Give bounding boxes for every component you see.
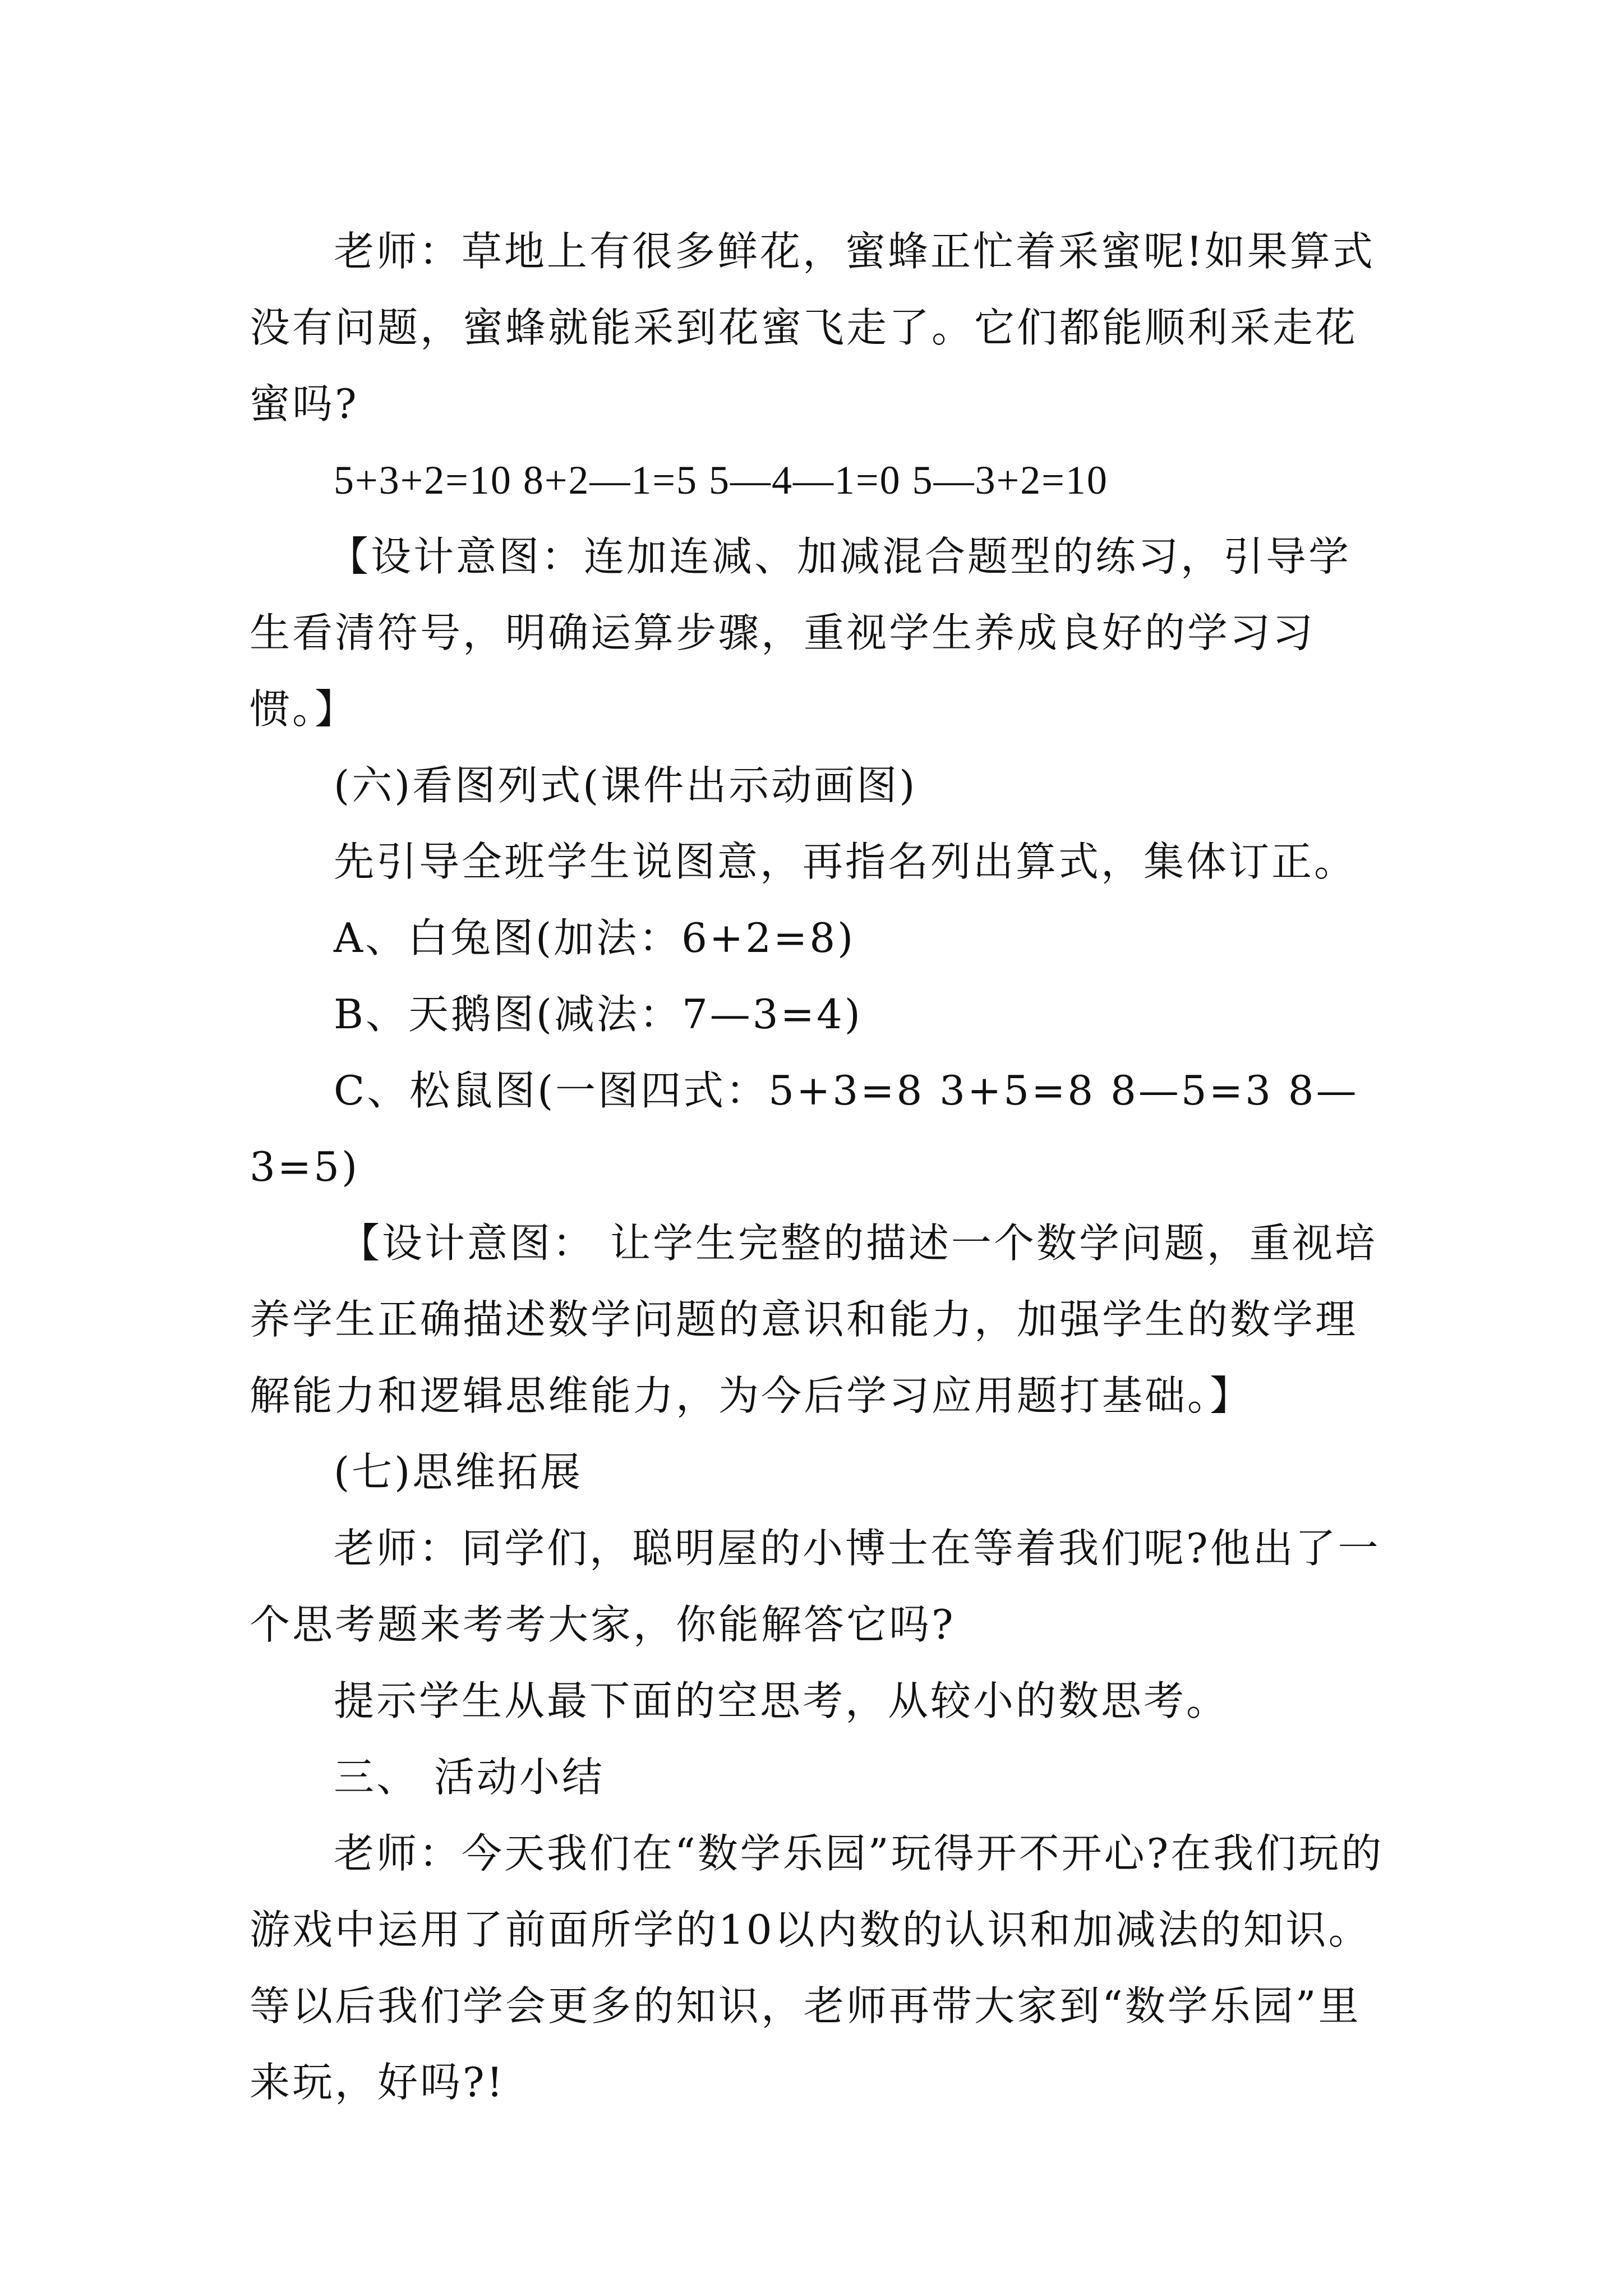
paragraph-design-intent-1: 【设计意图：连加连减、加减混合题型的练习，引导学生看清符号，明确运算步骤，重视学生养成良好的学习习惯。】 — [250, 533, 1352, 733]
paragraph-design-intent-2: 【设计意图： 让学生完整的描述一个数学问题，重视培养学生正确描述数学问题的意识和能力，加强学生的数学理解能力和逻辑思维能力，为今后学习应用题打基础。】 — [250, 1220, 1377, 1419]
paragraph-guidance: 先引导全班学生说图意，再指名列出算式，集体订正。 — [334, 838, 1357, 885]
section-heading-six: (六)看图列式(课件出示动画图) — [334, 762, 917, 809]
paragraph-equations: 5+3+2=10 8+2—1=5 5—4—1=0 5—3+2=10 — [334, 458, 1108, 503]
paragraph-teacher-puzzle: 老师：同学们，聪明屋的小博士在等着我们呢?他出了一个思考题来考考大家，你能解答它吗? — [250, 1525, 1381, 1648]
paragraph-teacher-summary: 老师：今天我们在“数学乐园”玩得开不开心?在我们玩的游戏中运用了前面所学的10以内数的认识和加减法的知识。等以后我们学会更多的知识，老师再带大家到“数学乐园”里来玩，好吗?! — [250, 1830, 1384, 2106]
item-b-swan: B、天鹅图(减法：7—3=4) — [334, 991, 863, 1038]
paragraph-teacher-bees: 老师：草地上有很多鲜花，蜜蜂正忙着采蜜呢!如果算式没有问题，蜜蜂就能采到花蜜飞走了。它们都能顺利采走花蜜吗? — [250, 228, 1375, 427]
section-heading-seven: (七)思维拓展 — [334, 1448, 583, 1496]
paragraph-hint: 提示学生从最下面的空思考，从较小的数思考。 — [334, 1677, 1229, 1724]
section-heading-summary: 三、 活动小结 — [334, 1754, 605, 1801]
item-c-squirrel: C、松鼠图(一图四式：5+3=8 3+5=8 8—5=3 8—3=5) — [250, 1067, 1359, 1190]
item-a-rabbit: A、白兔图(加法：6+2=8) — [334, 914, 856, 961]
document-body — [250, 213, 1388, 2120]
